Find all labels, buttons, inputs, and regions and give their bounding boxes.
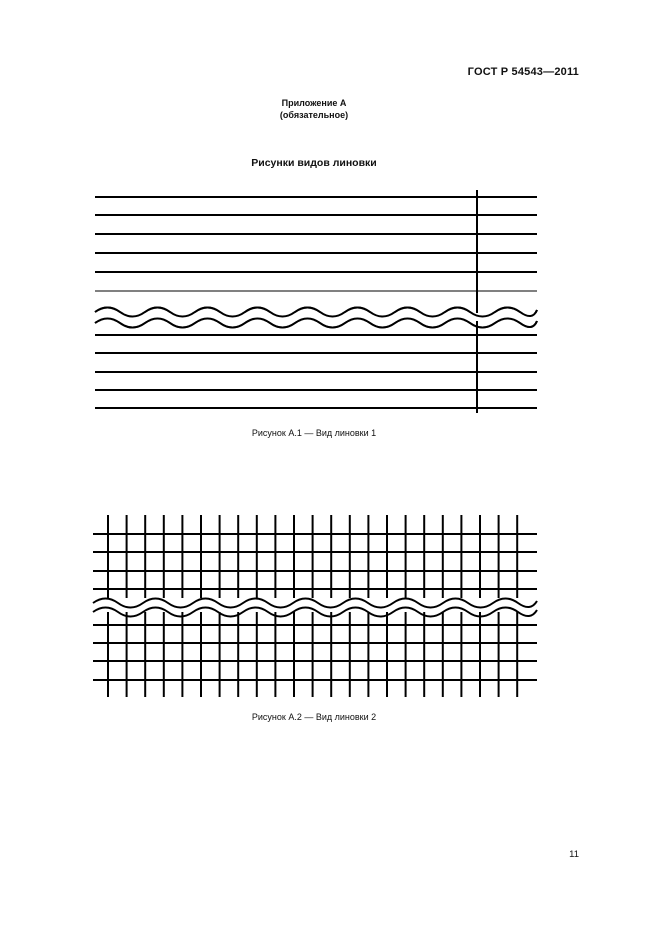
- appendix-title: Приложение А: [281, 98, 347, 108]
- appendix-type: (обязательное): [279, 110, 349, 120]
- figure-2-caption: Рисунок А.2 — Вид линовки 2: [251, 712, 377, 722]
- standard-code: ГОСТ Р 54543—2011: [467, 66, 579, 78]
- page-number: 11: [569, 849, 579, 860]
- section-title: Рисунки видов линовки: [251, 157, 377, 169]
- figure-1-caption: Рисунок А.1 — Вид линовки 1: [251, 428, 377, 438]
